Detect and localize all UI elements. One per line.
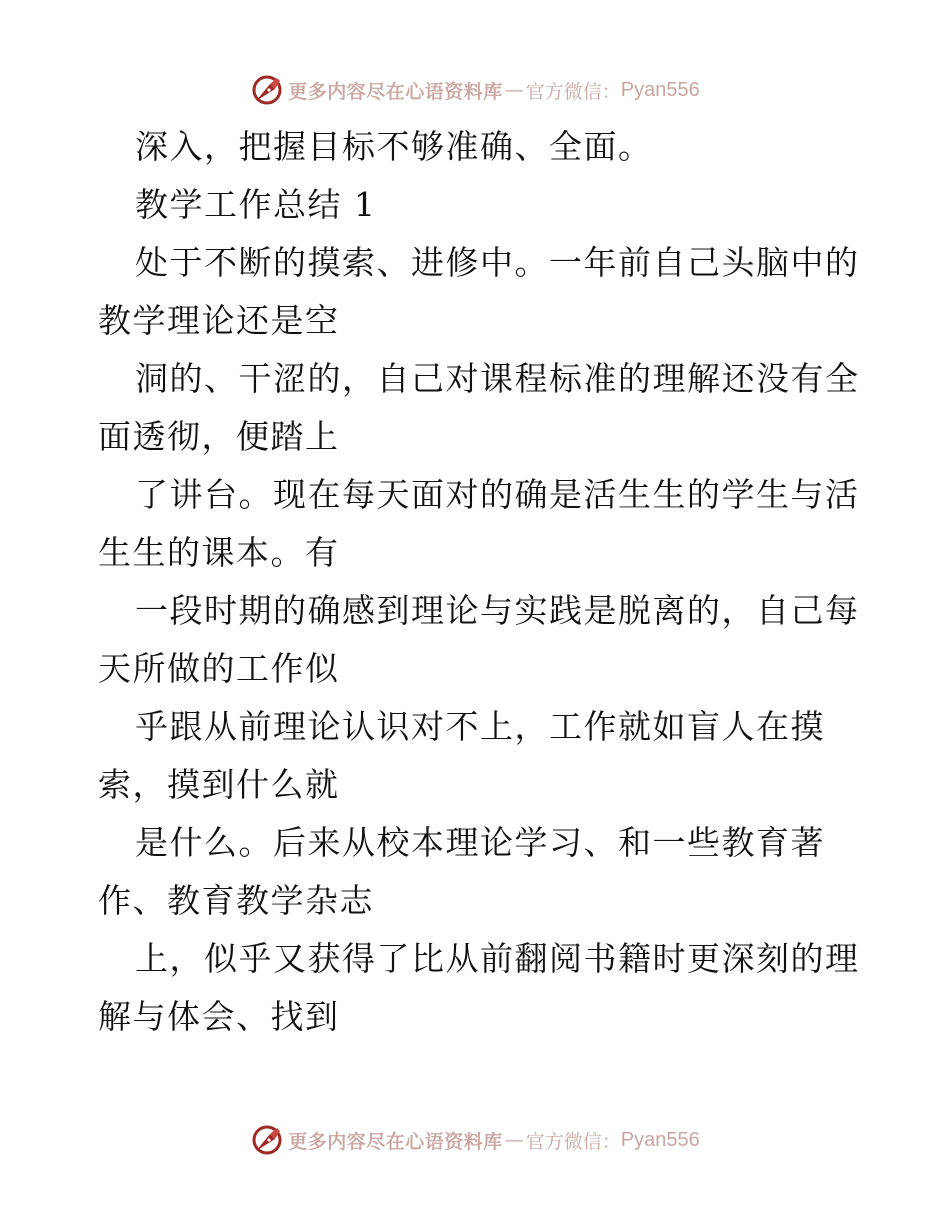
text-line: 乎跟从前理论认识对不上，工作就如盲人在摸 [135,707,825,746]
text-line: 洞的、干涩的，自己对课程标准的理解还没有全 [135,359,860,398]
document-body [98,118,858,1046]
text-line: 索，摸到什么就 [98,765,340,804]
text-line: 作、教育教学杂志 [98,881,374,920]
text-line: 生生的课本。有 [98,533,340,572]
header-separator: — [504,79,524,101]
header-banner [0,70,950,110]
text-line: 处于不断的摸索、进修中。一年前自己头脑中的 [135,243,860,282]
text-line: 深入，把握目标不够准确、全面。 [135,127,653,166]
text-line: 一段时期的确感到理论与实践是脱离的，自己每 [135,591,860,630]
footer-wechat-id: Pyan556 [620,1128,700,1151]
header-site-text: 更多内容尽在心语资料库 [288,80,503,103]
text-line: 教学工作总结 1 [135,185,377,224]
text-line: 教学理论还是空 [98,301,340,340]
text-line: 是什么。后来从校本理论学习、和一些教育著 [135,823,825,862]
text-line: 面透彻，便踏上 [98,417,340,456]
text-line: 上，似乎又获得了比从前翻阅书籍时更深刻的理 [135,939,860,978]
text-line: 天所做的工作似 [98,649,340,688]
pen-nib-logo-icon [250,1123,284,1157]
footer-separator: — [504,1129,524,1151]
footer-banner [0,1120,950,1160]
text-line: 了讲台。现在每天面对的确是活生生的学生与活 [135,475,860,514]
pen-nib-logo-icon [250,73,284,107]
header-wechat-id: Pyan556 [620,78,700,101]
header-wechat-label: 官方微信： [525,80,621,103]
footer-site-text: 更多内容尽在心语资料库 [288,1130,503,1153]
footer-wechat-label: 官方微信： [525,1130,621,1153]
text-line: 解与体会、找到 [98,997,340,1036]
